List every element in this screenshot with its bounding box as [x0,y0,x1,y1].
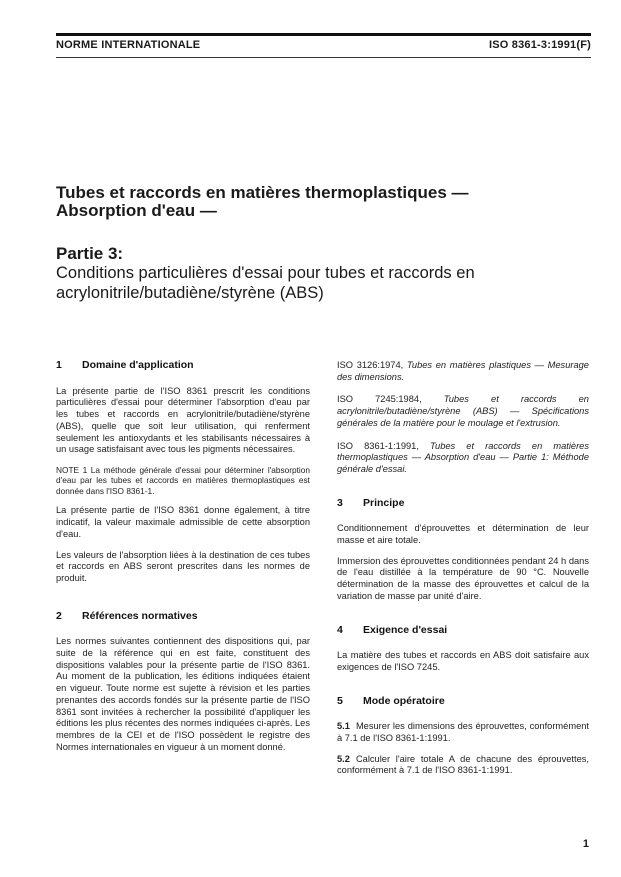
reference-title: Tubes et raccords en acrylonitrile/butadiène/styrène (ABS) — Spécifications générales de la matière pour le moulage et l'extrusion. [337,394,589,428]
header-rule-top [56,33,591,36]
clause-text: Mesurer les dimensions des éprouvettes, conformément à 7.1 de l'ISO 8361-1:1991. [337,721,589,744]
section-title: Références normatives [82,609,198,622]
left-column [56,360,310,762]
reference-title: Tubes en matières plastiques — Mesurage des dimensions. [337,360,589,382]
paragraph: Conditionnement d'éprouvettes et détermination de leur masse et aire totale. [337,523,589,546]
section-number: 1 [56,359,62,371]
paragraph: La matière des tubes et raccords en ABS doit satisfaire aux exigences de l'ISO 7245. [337,650,589,672]
section-number: 5 [337,694,343,707]
page-number: 1 [582,838,589,850]
section-heading [56,360,310,372]
reference-code: ISO 7245:1984, [337,394,422,405]
reference-code: ISO 8361-1:1991, [337,440,419,451]
section-title: Principe [363,496,405,509]
section-heading [337,498,589,510]
paragraph: La présente partie de l'ISO 8361 donne également, à titre indicatif, la valeur maximale admissible de cette absorption d'eau. [56,505,310,539]
part-label: Partie 3: [56,244,124,263]
clause-text: Calculer l'aire totale A de chacune des éprouvettes, conformément à 7.1 de l'ISO 8361-1:1991. [337,753,589,776]
header-standard-type: NORME INTERNATIONALE [56,39,201,51]
paragraph: Les valeurs de l'absorption liées à la destination de ces tubes et raccords en ABS seront prescrites dans les normes de produit. [56,549,310,583]
paragraph: La présente partie de l'ISO 8361 prescrit les conditions particulières d'essai pour déterminer l'absorption d'eau par les tubes et raccords en acrylonitrile/butadiène/styrène (ABS), quelle que soit leur utilisation, qui renferment seulement les antioxydants et les stabilisants nécessaires à un usage satisfaisant avec tous les pigments nécessaires. [56,385,310,455]
reference-title: Tubes et raccords en matières thermoplastiques — Absorption d'eau — Partie 1: Méthode générale d'essai. [337,440,589,474]
clause [337,721,589,744]
section-title: Exigence d'essai [363,623,448,636]
header-standard-number: ISO 8361-3:1991(F) [488,39,591,51]
section-heading [337,696,589,708]
right-column [337,360,589,786]
section-number: 3 [337,496,343,509]
clause-number: 5.2 [337,753,350,764]
section-number: 2 [56,609,62,622]
section-title: Domaine d'application [82,359,194,371]
clause-number: 5.1 [337,721,350,732]
note: NOTE 1 La méthode générale d'essai pour déterminer l'absorption d'eau par les tubes et raccords en matières thermoplastiques est donnée dans l'ISO 8361-1. [56,464,310,496]
part-subtitle: Conditions particulières d'essai pour tubes et raccords en acrylonitrile/butadiène/styrène (ABS) [56,264,475,302]
reference-item [337,360,589,383]
paragraph: Les normes suivantes contiennent des dispositions qui, par suite de la référence qui en est faite, constituent des dispositions valables pour la présente partie de l'ISO 8361. Au moment de la publication, les éditions indiquées étaient en vigueur. Toute norme est sujette à révision et les parties prenantes des accords fondés sur la présente partie de l'ISO 8361 sont invitées à rechercher la possibilité d'appliquer les éditions les plus récentes des normes indiquées ci-après. Les membres de la CEI et de l'ISO possèdent le registre des Normes internationales en vigueur à un moment donné. [56,636,310,752]
section-number: 4 [337,623,343,636]
paragraph: Immersion des éprouvettes conditionnées pendant 24 h dans de l'eau distillée à la température de 90 °C. Nouvelle détermination de la masse des éprouvettes et calcul de la variation de masse par unité d'aire. [337,555,589,601]
header-rule-bottom [56,57,591,58]
reference-item [337,394,589,429]
clause [337,754,589,777]
reference-item [337,441,589,476]
section-title: Mode opératoire [363,694,445,707]
reference-code: ISO 3126:1974, [337,360,404,370]
section-heading [56,611,310,623]
section-heading [337,625,589,637]
document-title-line2: Absorption d'eau — [56,201,217,220]
document-title-line1: Tubes et raccords en matières thermoplastiques — [56,183,469,202]
